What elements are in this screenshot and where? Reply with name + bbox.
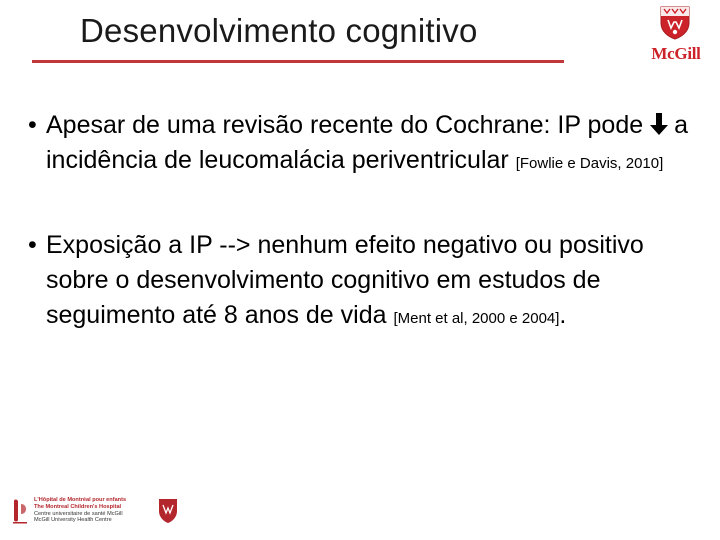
hospital-name-lines xyxy=(34,497,152,524)
mcgill-logo xyxy=(648,6,704,68)
hospital-name-line: L'Hôpital de Montréal pour enfants xyxy=(34,497,127,503)
bullet-text: Exposição a IP --> nenhum efeito negativo ou positivo sobre o desenvolvimento cognitivo em estudos de seguimento até 8 anos de vida xyxy=(46,231,644,329)
bullet-list xyxy=(28,108,708,336)
mcgill-shield-icon xyxy=(660,6,690,40)
bullet-marker: • xyxy=(28,111,37,139)
bullet-text-after-arrow: a incidência de leucomalácia periventricular xyxy=(46,111,689,174)
muhc-shield-icon xyxy=(158,498,178,524)
slide-title: Desenvolvimento cognitivo xyxy=(80,12,478,49)
bullet-item-cochrane xyxy=(28,108,708,181)
bullet-text-before-arrow: Apesar de uma revisão recente do Cochrane: IP pode xyxy=(46,111,644,139)
hospital-crest-icon xyxy=(12,498,28,524)
hospital-name-line: Centre universitaire de santé McGill xyxy=(34,510,123,517)
bullet-item-exposicao xyxy=(28,228,708,336)
citation: [Ment et al, 2000 e 2004] xyxy=(393,310,560,327)
childrens-hospital-logo xyxy=(12,496,172,530)
citation: [Fowlie e Davis, 2010] xyxy=(515,155,664,172)
mcgill-wordmark: McGill xyxy=(651,44,701,63)
bullet-marker: • xyxy=(28,231,37,259)
hospital-name-line: McGill University Health Centre xyxy=(34,517,112,524)
title-underline xyxy=(32,60,564,63)
hospital-name-line: The Montreal Children's Hospital xyxy=(34,503,122,510)
arrow-down-icon xyxy=(649,112,669,136)
bullet-trailing: . xyxy=(559,301,567,329)
